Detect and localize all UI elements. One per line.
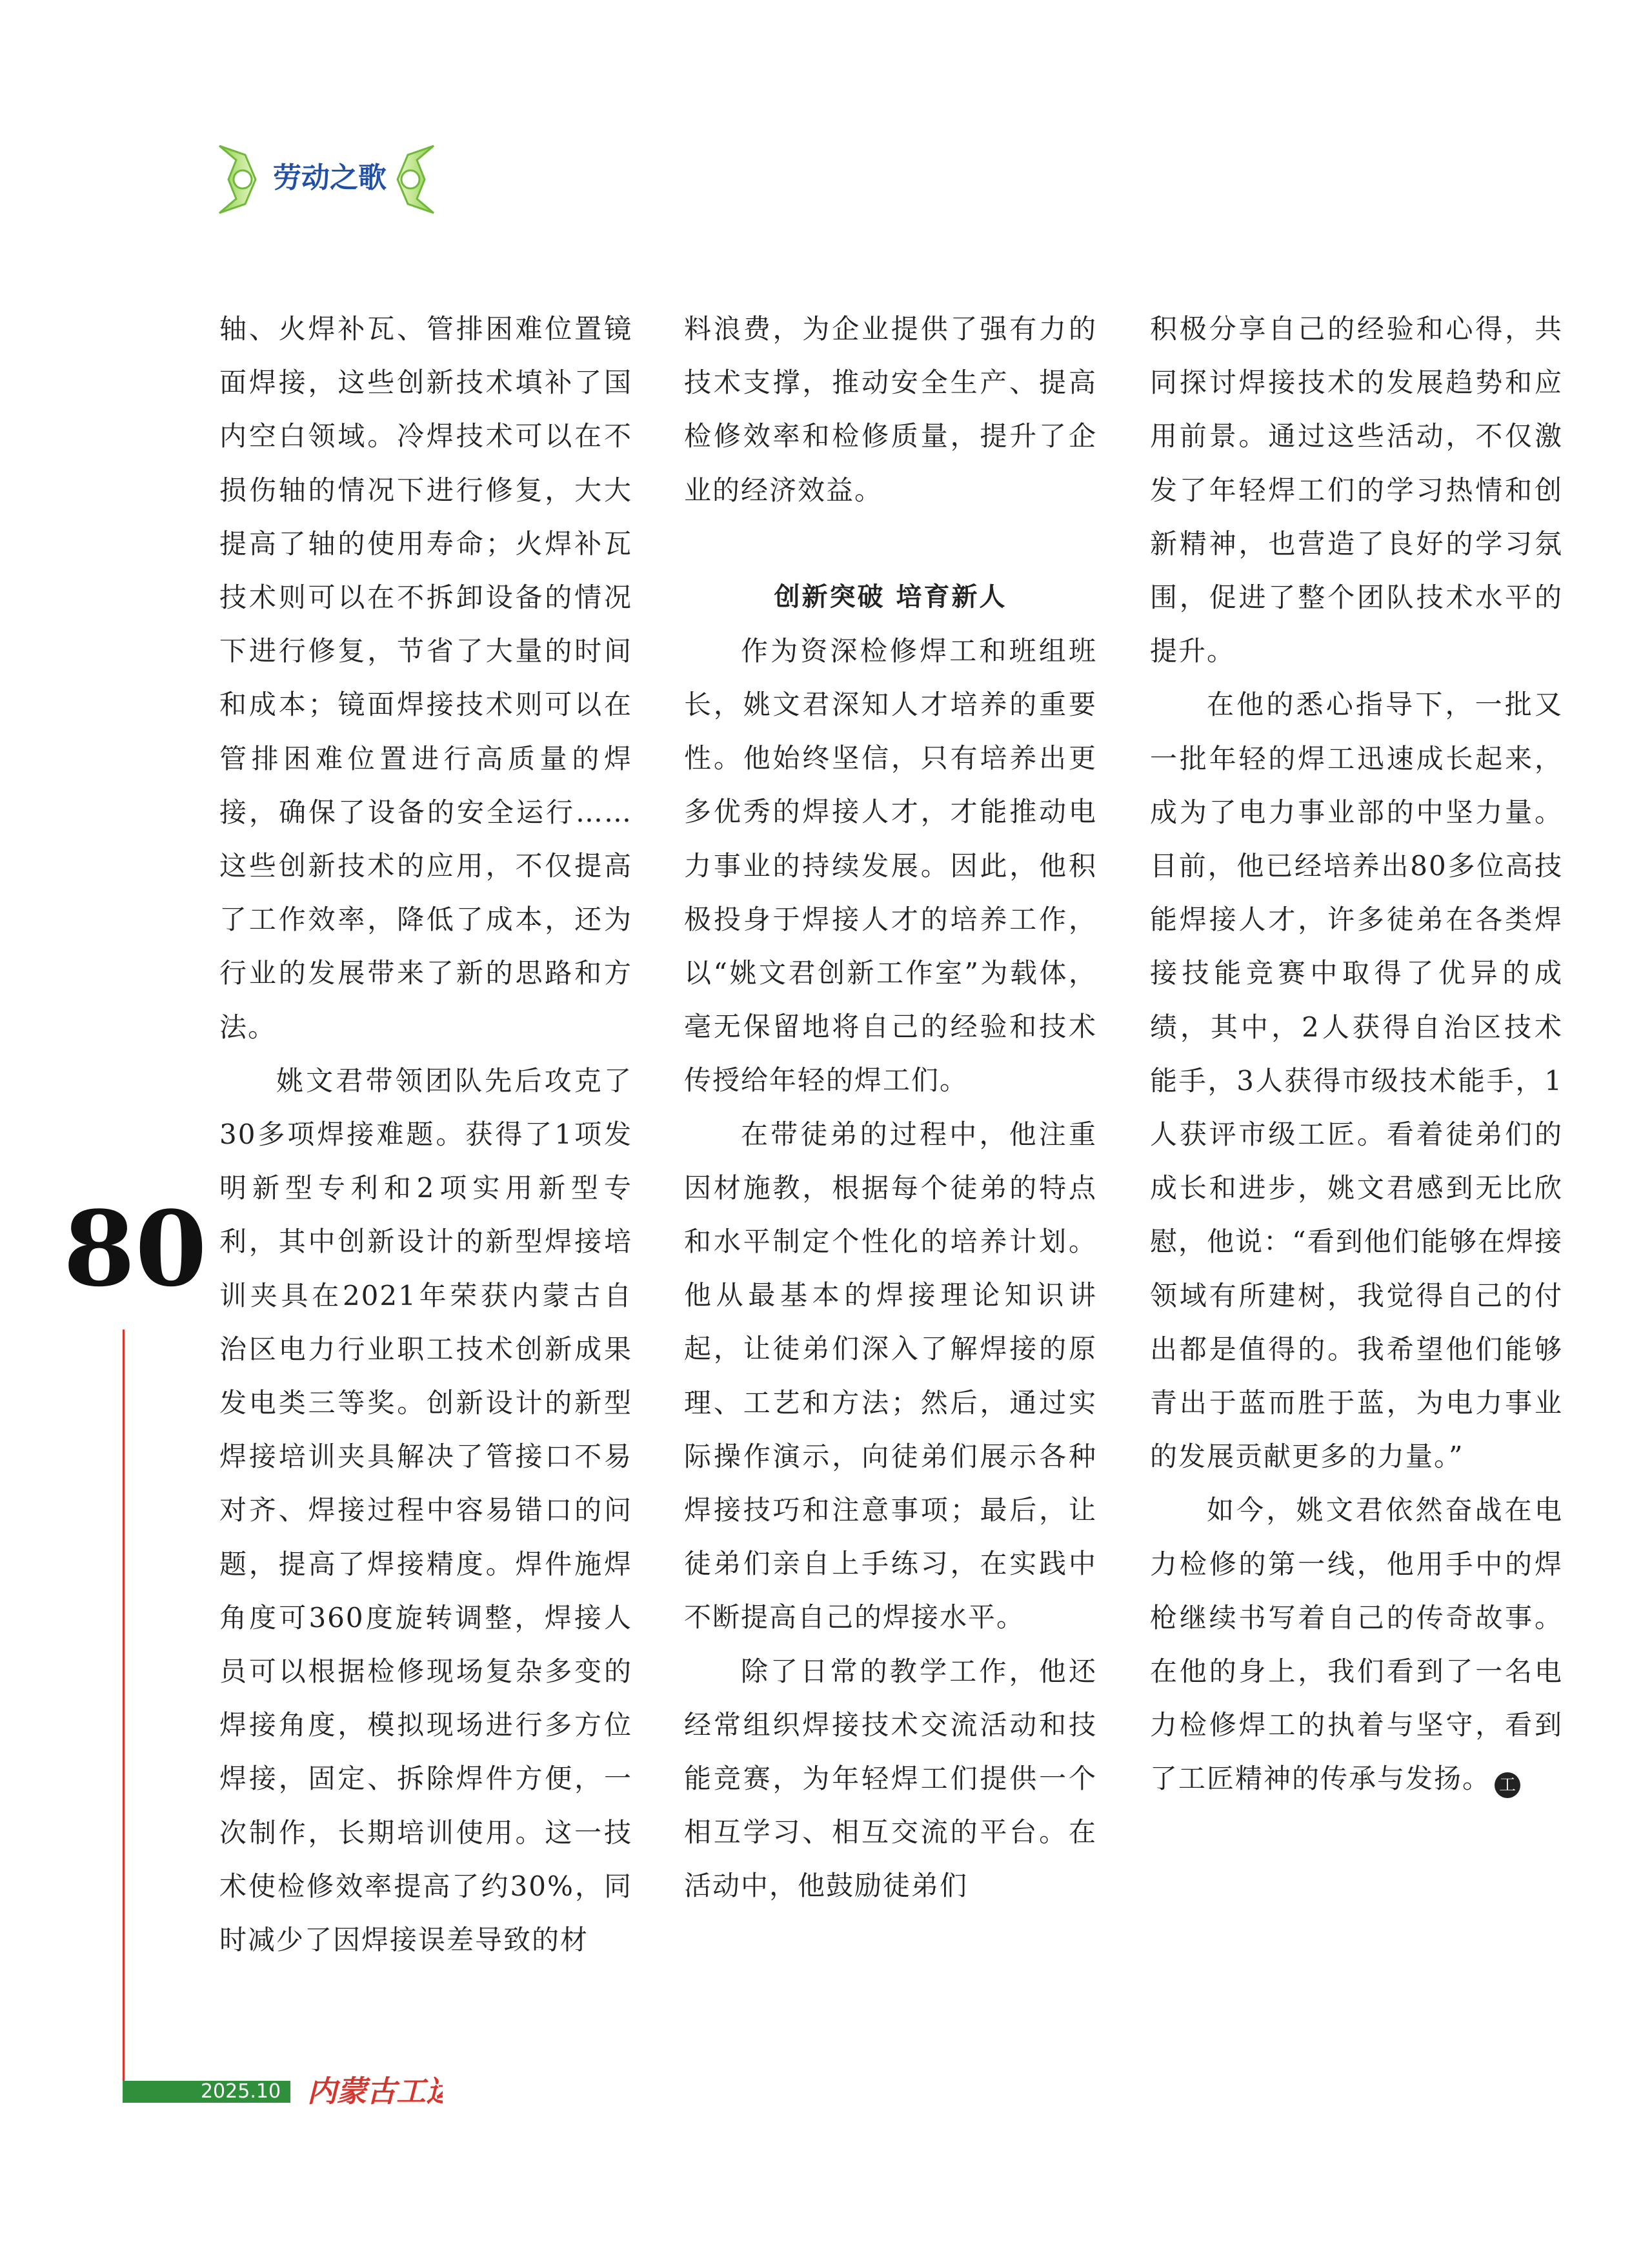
section-title: 劳动之歌 (273, 161, 387, 194)
article-column-3 (1150, 302, 1563, 1806)
paragraph-text: 如今，姚文君依然奋战在电力检修的第一线，他用手中的焊枪继续书写着自己的传奇故事。在他的身上，我们看到了一名电力检修焊工的执着与坚守，看到了工匠精神的传承与发扬。 (1150, 1494, 1563, 1795)
section-header-badge (217, 141, 436, 218)
paragraph (1150, 1483, 1563, 1805)
end-mark-icon: 工 (1495, 1772, 1520, 1798)
issue-date: 2025.10 (200, 2080, 281, 2103)
paragraph: 在他的悉心指导下，一批又一批年轻的焊工迅速成长起来，成为了电力事业部的中坚力量。目前，他已经培养出80多位高技能焊接人才，许多徒弟在各类焊接技能竞赛中取得了优异的成绩，其中，2人获得自治区技术能手，3人获得市级技术能手，1人获评市级工匠。看着徒弟们的成长和进步，姚文君感到无比欣慰，他说：“看到他们能够在焊接领域有所建树，我觉得自己的付出都是值得的。我希望他们能够青出于蓝而胜于蓝，为电力事业的发展贡献更多的力量。” (1150, 689, 1563, 1473)
paragraph: 作为资深检修焊工和班组班长，姚文君深知人才培养的重要性。他始终坚信，只有培养出更多优秀的焊接人才，才能推动电力事业的持续发展。因此，他积极投身于焊接人才的培养工作，以“姚文君创新工作室”为载体，毫无保留地将自己的经验和技术传授给年轻的焊工们。 (684, 634, 1097, 1097)
masthead-text: 内蒙古工运 (307, 2074, 443, 2109)
article-column-2 (684, 302, 1097, 1913)
paragraph: 积极分享自己的经验和心得，共同探讨焊接技术的发展趋势和应用前景。通过这些活动，不仅激发了年轻焊工们的学习热情和创新精神，也营造了良好的学习氛围，促进了整个团队技术水平的提升。 (1150, 313, 1563, 667)
article-column-1 (219, 302, 632, 1967)
paragraph: 轴、火焊补瓦、管排困难位置镜面焊接，这些创新技术填补了国内空白领域。冷焊技术可以在不损伤轴的情况下进行修复，大大提高了轴的使用寿命；火焊补瓦技术则可以在不拆卸设备的情况下进行修复，节省了大量的时间和成本；镜面焊接技术则可以在管排困难位置进行高质量的焊接，确保了设备的安全运行……这些创新技术的应用，不仅提高了工作效率，降低了成本，还为行业的发展带来了新的思路和方法。 (219, 313, 632, 1043)
subheading: 创新突破 培育新人 (774, 582, 1007, 612)
masthead-calligraphy-icon (307, 2070, 443, 2109)
margin-rule-divider (123, 1330, 125, 2101)
paragraph: 料浪费，为企业提供了强有力的技术支撑，推动安全生产、提高检修效率和检修质量，提升了企业的经济效益。 (684, 313, 1097, 506)
paragraph: 除了日常的教学工作，他还经常组织焊接技术交流活动和技能竞赛，为年轻焊工们提供一个相互学习、相互交流的平台。在活动中，他鼓励徒弟们 (684, 1655, 1097, 1902)
masthead-logo (307, 2070, 443, 2109)
page-number: 80 (63, 1188, 207, 1310)
paragraph: 姚文君带领团队先后攻克了30多项焊接难题。获得了1项发明新型专利和2项实用新型专利，其中创新设计的新型焊接培训夹具在2021年荣获内蒙古自治区电力行业职工技术创新成果发电类三等奖。创新设计的新型焊接培训夹具解决了管接口不易对齐、焊接过程中容易错口的问题，提高了焊接精度。焊件施焊角度可360度旋转调整，焊接人员可以根据检修现场复杂多变的焊接角度，模拟现场进行多方位焊接，固定、拆除焊件方便，一次制作，长期培训使用。这一技术使检修效率提高了约30%，同时减少了因焊接误差导致的材 (219, 1064, 632, 1956)
paragraph: 在带徒弟的过程中，他注重因材施教，根据每个徒弟的特点和水平制定个性化的培养计划。他从最基本的焊接理论知识讲起，让徒弟们深入了解焊接的原理、工艺和方法；然后，通过实际操作演示，向徒弟们展示各种焊接技巧和注意事项；最后，让徒弟们亲自上手练习，在实践中不断提高自己的焊接水平。 (684, 1118, 1097, 1634)
